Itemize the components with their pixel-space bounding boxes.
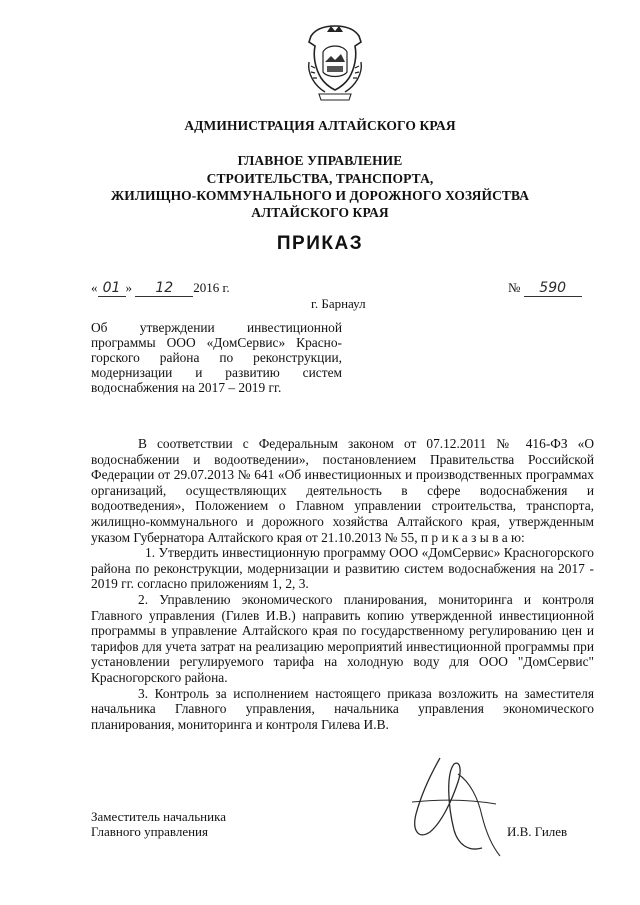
position-line-1: Заместитель начальника <box>91 809 226 824</box>
department-line-2: СТРОИТЕЛЬСТВА, ТРАНСПОРТА, <box>206 171 434 186</box>
signatory-name: И.В. Гилев <box>507 824 568 839</box>
order-subject <box>91 320 342 395</box>
order-number <box>508 280 582 297</box>
position-line-2: Главного управления <box>91 824 208 839</box>
clause-1: 1. Утвердить инвестиционную программу ООО «ДомСервис» Красногорского района по реконструкции, модернизации и развитию систем водоснабжения на 2017 - 2019 гг. согласно приложениям 1, 2, 3. <box>91 545 594 592</box>
subject-line: горского района по реконструкции, <box>91 350 342 365</box>
subject-line: Об утверждении инвестиционной <box>91 320 342 335</box>
city: г. Барнаул <box>311 296 366 311</box>
date-day: 01 <box>98 280 126 297</box>
handwritten-signature <box>392 752 542 872</box>
department-line-4: АЛТАЙСКОГО КРАЯ <box>251 205 389 220</box>
signatory-position <box>91 809 226 839</box>
date-year: 2016 г. <box>193 280 230 295</box>
order-body <box>91 436 594 732</box>
clause-2: 2. Управлению экономического планирования, мониторинга и контроля Главного управления (Гилев И.В.) направить копию утвержденной инвестиционной программы в управление Алтайского края по государственному регулированию цен и тарифов для учета затрат на реализацию мероприятий инвестиционной программы при установлении регулируемого тарифа на холодную воду для ООО "ДомСервис" Красногорского района. <box>91 591 594 685</box>
date-close-quote: » <box>125 280 132 295</box>
date-open-quote: « <box>91 280 98 295</box>
preamble-paragraph: В соответствии с Федеральным законом от 07.12.2011 № 416-ФЗ «О водоснабжении и водоотведении», постановлением Правительства Российской Федерации от 29.07.2013 № 641 «Об инвестиционных и производственных программах организаций, осуществляющих деятельность в сфере водоснабжения и водоотведения», Положением о Главном управлении строительства, транспорта, жилищно-коммунального и дорожного хозяйства Алтайского края, утвержденным указом Губернатора Алтайского края от 21.10.2013 № 55, п р и к а з ы в а ю: <box>91 436 594 545</box>
number-label: № <box>508 280 521 295</box>
date-month: 12 <box>135 280 193 297</box>
number-value: 590 <box>524 280 582 297</box>
order-title: ПРИКАЗ <box>276 233 364 254</box>
coat-of-arms-icon <box>301 22 369 104</box>
subject-line: модернизации и развитию систем <box>91 365 342 380</box>
order-date <box>91 280 230 297</box>
subject-line: водоснабжения на 2017 – 2019 гг. <box>91 380 282 395</box>
administration-title: АДМИНИСТРАЦИЯ АЛТАЙСКОГО КРАЯ <box>184 118 456 133</box>
subject-line: программы ООО «ДомСервис» Красно- <box>91 335 342 350</box>
department-line-1: ГЛАВНОЕ УПРАВЛЕНИЕ <box>237 153 403 168</box>
clause-3: 3. Контроль за исполнением настоящего приказа возложить на заместителя начальника Главного управления, начальника управления экономического планирования, мониторинга и контроля Гилева И.В. <box>91 685 594 732</box>
department-line-3: ЖИЛИЩНО-КОММУНАЛЬНОГО И ДОРОЖНОГО ХОЗЯЙСТВА <box>110 188 530 203</box>
